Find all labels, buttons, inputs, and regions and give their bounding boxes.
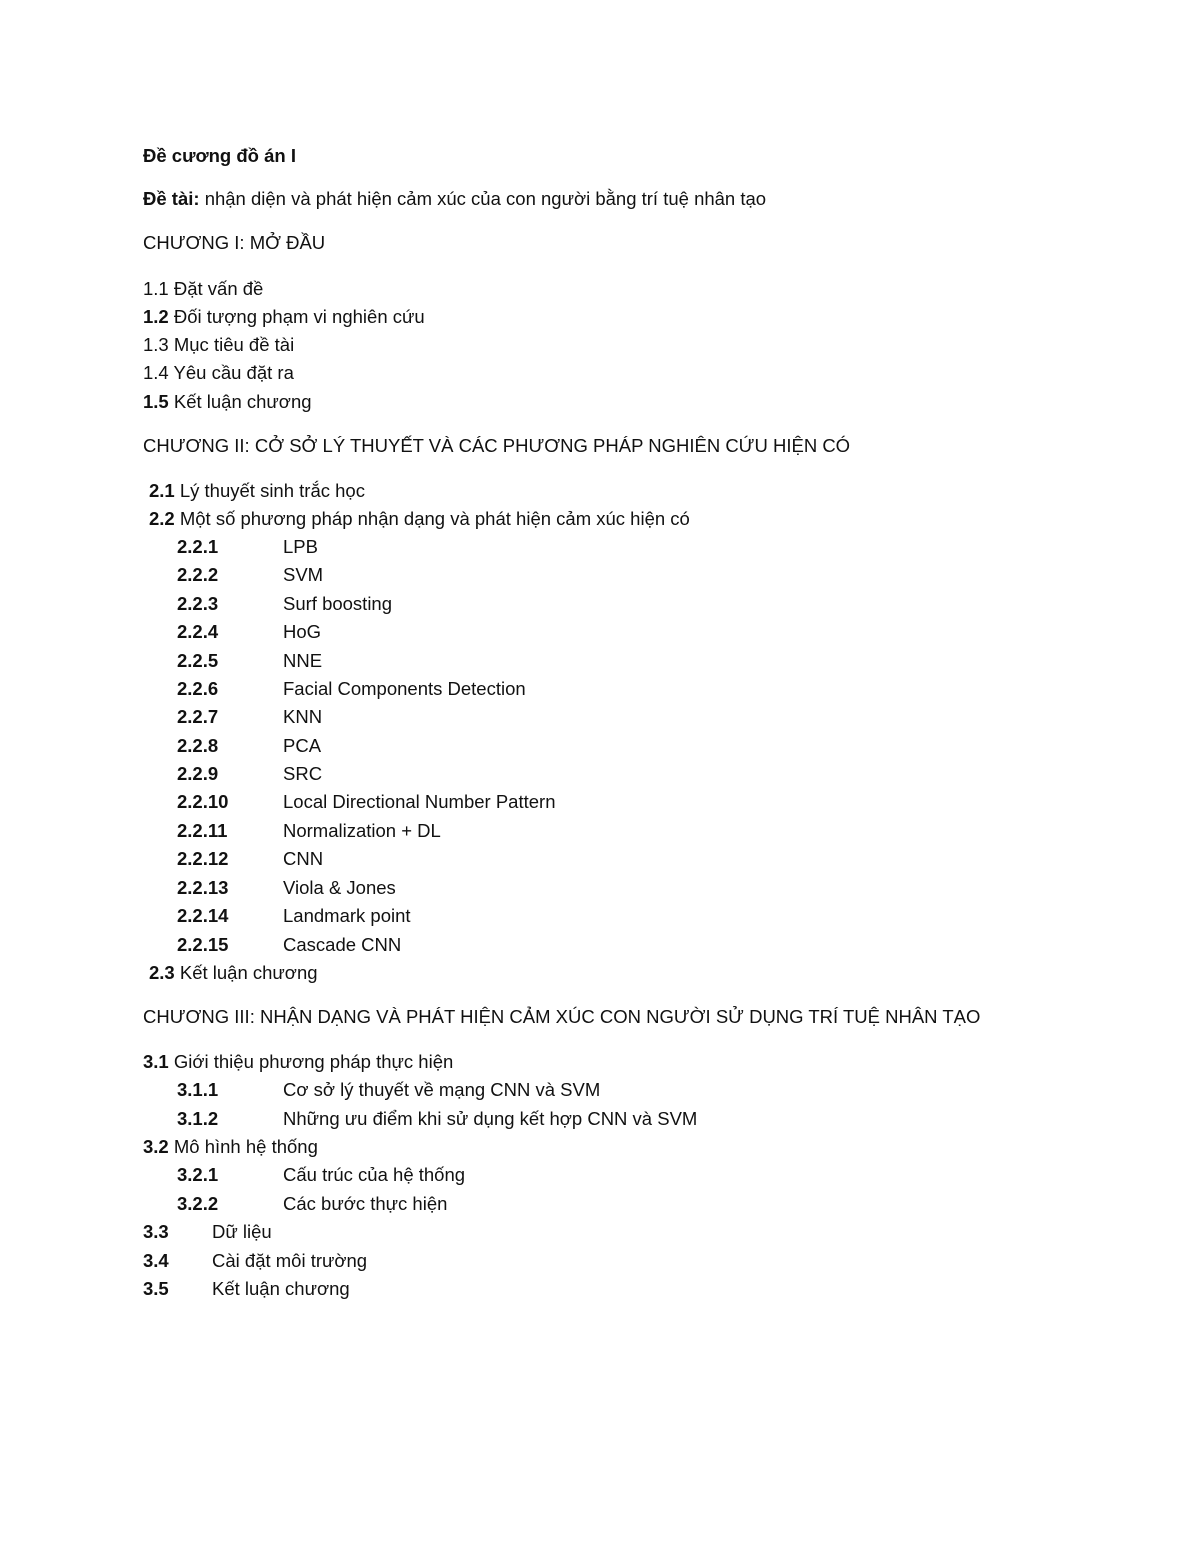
subsection-number: 2.2.12 [177, 848, 229, 869]
section-title: Kết luận chương [179, 962, 318, 983]
section-title: Giới thiệu phương pháp thực hiện [173, 1051, 454, 1072]
subsection-title: Cascade CNN [283, 934, 402, 955]
section-3-5 [143, 1277, 350, 1301]
section-number: 2.2 [149, 508, 175, 529]
section-title: Kết luận chương [173, 391, 312, 412]
subsection-number: 3.2.1 [177, 1164, 219, 1185]
section-number: 3.2 [143, 1136, 169, 1157]
subsection-2-2-13 [177, 876, 396, 900]
section-number: 1.5 [143, 391, 169, 412]
outline-title: Đề cương đồ án I [143, 145, 296, 166]
subsection-3-1-1 [177, 1078, 600, 1102]
subsection-number: 2.2.6 [177, 678, 219, 699]
section-2-3 [149, 961, 318, 985]
section-number: 2.3 [149, 962, 175, 983]
subsection-2-2-4 [177, 620, 321, 644]
subsection-2-2-1 [177, 535, 318, 559]
subsection-number: 2.2.4 [177, 621, 219, 642]
subsection-number: 2.2.2 [177, 564, 219, 585]
section-3-2 [143, 1135, 318, 1159]
subsection-title: Facial Components Detection [283, 678, 526, 699]
chapter-3-heading: CHƯƠNG III: NHẬN DẠNG VÀ PHÁT HIỆN CẢM XÚC CON NGƯỜI SỬ DỤNG TRÍ TUỆ NHÂN TẠO [143, 1006, 981, 1027]
section-title: Lý thuyết sinh trắc học [179, 480, 365, 501]
subsection-2-2-12 [177, 847, 323, 871]
section-number: 1.3 [143, 334, 169, 355]
subsection-title: PCA [283, 735, 322, 756]
subsection-3-2-1 [177, 1163, 465, 1187]
subsection-title: NNE [283, 650, 323, 671]
section-title: Một số phương pháp nhận dạng và phát hiện cảm xúc hiện có [179, 508, 690, 529]
subsection-2-2-9 [177, 762, 322, 786]
chapter-2-heading: CHƯƠNG II: CỞ SỞ LÝ THUYẾT VÀ CÁC PHƯƠNG PHÁP NGHIÊN CỨU HIỆN CÓ [143, 435, 851, 456]
section-1-4 [143, 361, 294, 385]
section-number: 3.3 [143, 1221, 169, 1242]
subsection-title: LPB [283, 536, 318, 557]
subsection-number: 2.2.5 [177, 650, 219, 671]
section-1-5 [143, 390, 312, 414]
subsection-number: 2.2.11 [177, 820, 228, 841]
subsection-number: 2.2.13 [177, 877, 229, 898]
subsection-number: 2.2.1 [177, 536, 219, 557]
subsection-number: 2.2.7 [177, 706, 219, 727]
subsection-2-2-8 [177, 734, 321, 758]
subsection-2-2-11 [177, 819, 441, 843]
section-number: 1.4 [143, 362, 169, 383]
section-title: Đặt vấn đề [173, 278, 264, 299]
subsection-title: KNN [283, 706, 323, 727]
subsection-2-2-3 [177, 592, 392, 616]
section-2-2 [149, 507, 690, 531]
subsection-number: 2.2.15 [177, 934, 229, 955]
topic-line [143, 187, 766, 211]
section-3-1 [143, 1050, 453, 1074]
subsection-title: Surf boosting [283, 593, 393, 614]
subsection-title: Các bước thực hiện [283, 1193, 448, 1214]
section-number: 1.2 [143, 306, 169, 327]
section-number: 3.5 [143, 1278, 169, 1299]
subsection-2-2-7 [177, 705, 322, 729]
section-1-3 [143, 333, 294, 357]
subsection-number: 2.2.8 [177, 735, 219, 756]
section-1-2 [143, 305, 425, 329]
subsection-title: Landmark point [283, 905, 411, 926]
section-1-1 [143, 277, 263, 301]
section-title: Đối tượng phạm vi nghiên cứu [173, 306, 425, 327]
topic-label: Đề tài: [143, 188, 200, 209]
section-title: Mục tiêu đề tài [173, 334, 295, 355]
subsection-title: SRC [283, 763, 323, 784]
subsection-2-2-14 [177, 904, 411, 928]
section-title: Kết luận chương [212, 1278, 350, 1299]
subsection-number: 3.1.2 [177, 1108, 219, 1129]
subsection-title: Normalization + DL [283, 820, 441, 841]
chapter-1-heading: CHƯƠNG I: MỞ ĐẦU [143, 232, 326, 253]
subsection-title: Viola & Jones [283, 877, 396, 898]
section-3-3 [143, 1220, 272, 1244]
subsection-title: SVM [283, 564, 324, 585]
subsection-number: 2.2.3 [177, 593, 219, 614]
subsection-number: 3.2.2 [177, 1193, 219, 1214]
section-2-1 [149, 479, 365, 503]
subsection-2-2-10 [177, 790, 556, 814]
subsection-title: Local Directional Number Pattern [283, 791, 556, 812]
section-number: 2.1 [149, 480, 175, 501]
subsection-2-2-15 [177, 933, 401, 957]
topic-text: nhận diện và phát hiện cảm xúc của con người bằng trí tuệ nhân tạo [204, 188, 767, 209]
section-3-4 [143, 1249, 367, 1273]
subsection-title: Những ưu điểm khi sử dụng kết hợp CNN và SVM [283, 1108, 698, 1129]
subsection-number: 2.2.10 [177, 791, 229, 812]
subsection-3-1-2 [177, 1107, 697, 1131]
section-number: 1.1 [143, 278, 169, 299]
section-number: 3.1 [143, 1051, 169, 1072]
subsection-title: Cấu trúc của hệ thống [283, 1164, 466, 1185]
section-title: Yêu cầu đặt ra [173, 362, 294, 383]
section-title: Cài đặt môi trường [212, 1250, 368, 1271]
subsection-2-2-6 [177, 677, 526, 701]
subsection-number: 3.1.1 [177, 1079, 219, 1100]
subsection-3-2-2 [177, 1192, 447, 1216]
subsection-title: Cơ sở lý thuyết về mạng CNN và SVM [283, 1079, 601, 1100]
subsection-title: HoG [283, 621, 322, 642]
section-title: Dữ liệu [212, 1221, 272, 1242]
subsection-number: 2.2.14 [177, 905, 229, 926]
section-number: 3.4 [143, 1250, 169, 1271]
subsection-2-2-5 [177, 649, 322, 673]
subsection-2-2-2 [177, 563, 323, 587]
section-title: Mô hình hệ thống [173, 1136, 318, 1157]
subsection-number: 2.2.9 [177, 763, 219, 784]
subsection-title: CNN [283, 848, 324, 869]
